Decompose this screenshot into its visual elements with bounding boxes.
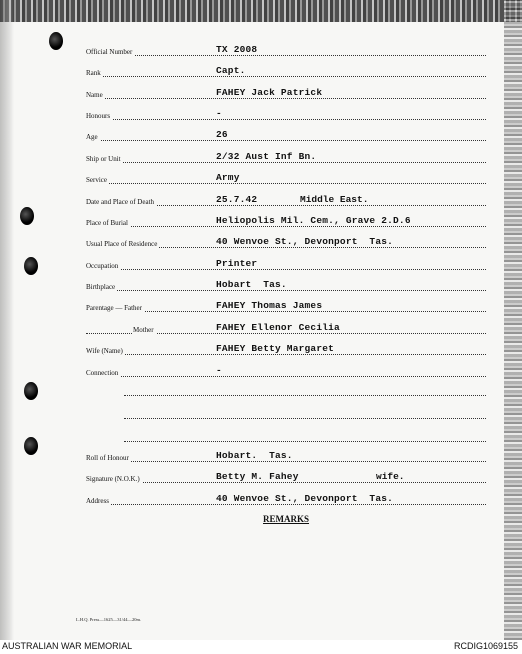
punch-hole [24, 382, 38, 400]
dotted-rule [86, 482, 486, 483]
field-label: Honours [86, 112, 111, 120]
field-label: Service [86, 176, 107, 184]
form-row [86, 362, 486, 378]
field-label: Usual Place of Residence [86, 240, 158, 248]
form-row [86, 468, 486, 484]
field-value: Heliopolis Mil. Cem., Grave 2.D.6 [216, 215, 411, 226]
footer-id: RCDIG1069155 [453, 641, 518, 651]
field-label: Date and Place of Death [86, 198, 155, 206]
dotted-rule [86, 311, 486, 312]
field-value: 40 Wenvoe St., Devonport Tas. [216, 493, 394, 504]
form-row [86, 169, 486, 185]
punch-hole [24, 257, 38, 275]
form-row [86, 255, 486, 271]
field-label: Roll of Honour [86, 454, 129, 462]
blank-line [124, 418, 486, 419]
field-value: 25.7.42 [216, 194, 258, 205]
dotted-rule [86, 461, 486, 462]
field-value-secondary: wife. [376, 471, 405, 482]
field-label: Occupation [86, 262, 119, 270]
field-value: Printer [216, 258, 258, 269]
remarks-heading: REMARKS [263, 514, 310, 524]
form-row [86, 84, 486, 100]
field-value: Hobart Tas. [216, 279, 287, 290]
field-value: Hobart. Tas. [216, 450, 293, 461]
dotted-rule [86, 226, 486, 227]
field-value: - [216, 365, 222, 376]
field-label: Name [86, 91, 103, 99]
field-value: - [216, 108, 222, 119]
field-value: Betty M. Fahey [216, 471, 299, 482]
dotted-rule [86, 140, 486, 141]
dotted-rule [86, 55, 486, 56]
punch-hole [24, 437, 38, 455]
form-row [86, 490, 486, 506]
field-value-secondary: Middle East. [300, 194, 369, 205]
dotted-rule [86, 119, 486, 120]
field-value: FAHEY Betty Margaret [216, 343, 335, 354]
field-value: Capt. [216, 65, 246, 76]
field-label: Signature (N.O.K.) [86, 475, 140, 483]
dotted-rule [86, 98, 486, 99]
punch-hole [20, 207, 34, 225]
dotted-rule [86, 269, 486, 270]
form-row [86, 41, 486, 57]
form-row [86, 447, 486, 463]
footer-source: AUSTRALIAN WAR MEMORIAL [2, 641, 133, 651]
field-label: Address [86, 497, 109, 505]
field-value: Army [216, 172, 240, 183]
field-label: Birthplace [86, 283, 116, 291]
field-label: Connection [86, 369, 119, 377]
form-row [86, 62, 486, 78]
field-label: Official Number [86, 48, 133, 56]
field-value: TX 2008 [216, 44, 258, 55]
field-label: Rank [86, 69, 101, 77]
field-label: Age [86, 133, 98, 141]
blank-line [124, 441, 486, 442]
scan-edge-top [0, 0, 522, 22]
field-label: Parentage — Father [86, 304, 142, 312]
form-row [86, 105, 486, 121]
form-row [86, 191, 486, 207]
dotted-rule [86, 76, 486, 77]
form-row [86, 126, 486, 142]
form-row [86, 276, 486, 292]
punch-hole [49, 32, 63, 50]
field-label: Place of Burial [86, 219, 128, 227]
dotted-rule [86, 290, 486, 291]
form-row [86, 148, 486, 164]
field-value: 26 [216, 129, 228, 140]
form-row [86, 212, 486, 228]
dotted-rule [86, 354, 486, 355]
form-row [86, 319, 486, 335]
field-label: Mother [133, 326, 154, 334]
form-reference: L.H.Q. Press—1625—31/44—20m. [76, 617, 142, 622]
form-row [86, 340, 486, 356]
field-value: 40 Wenvoe St., Devonport Tas. [216, 236, 394, 247]
blank-line [124, 395, 486, 396]
scan-edge-right [504, 0, 522, 640]
form-row [86, 297, 486, 313]
dotted-rule [86, 504, 486, 505]
dotted-rule [86, 162, 486, 163]
dotted-rule [86, 376, 486, 377]
dotted-rule [86, 183, 486, 184]
scan-edge-left [0, 0, 14, 640]
footer [0, 640, 522, 654]
field-label: Ship or Unit [86, 155, 121, 163]
field-value: FAHEY Thomas James [216, 300, 323, 311]
field-value: FAHEY Ellenor Cecilia [216, 322, 340, 333]
field-label: Wife (Name) [86, 347, 123, 355]
field-value: FAHEY Jack Patrick [216, 87, 323, 98]
form-row [86, 233, 486, 249]
field-value: 2/32 Aust Inf Bn. [216, 151, 317, 162]
